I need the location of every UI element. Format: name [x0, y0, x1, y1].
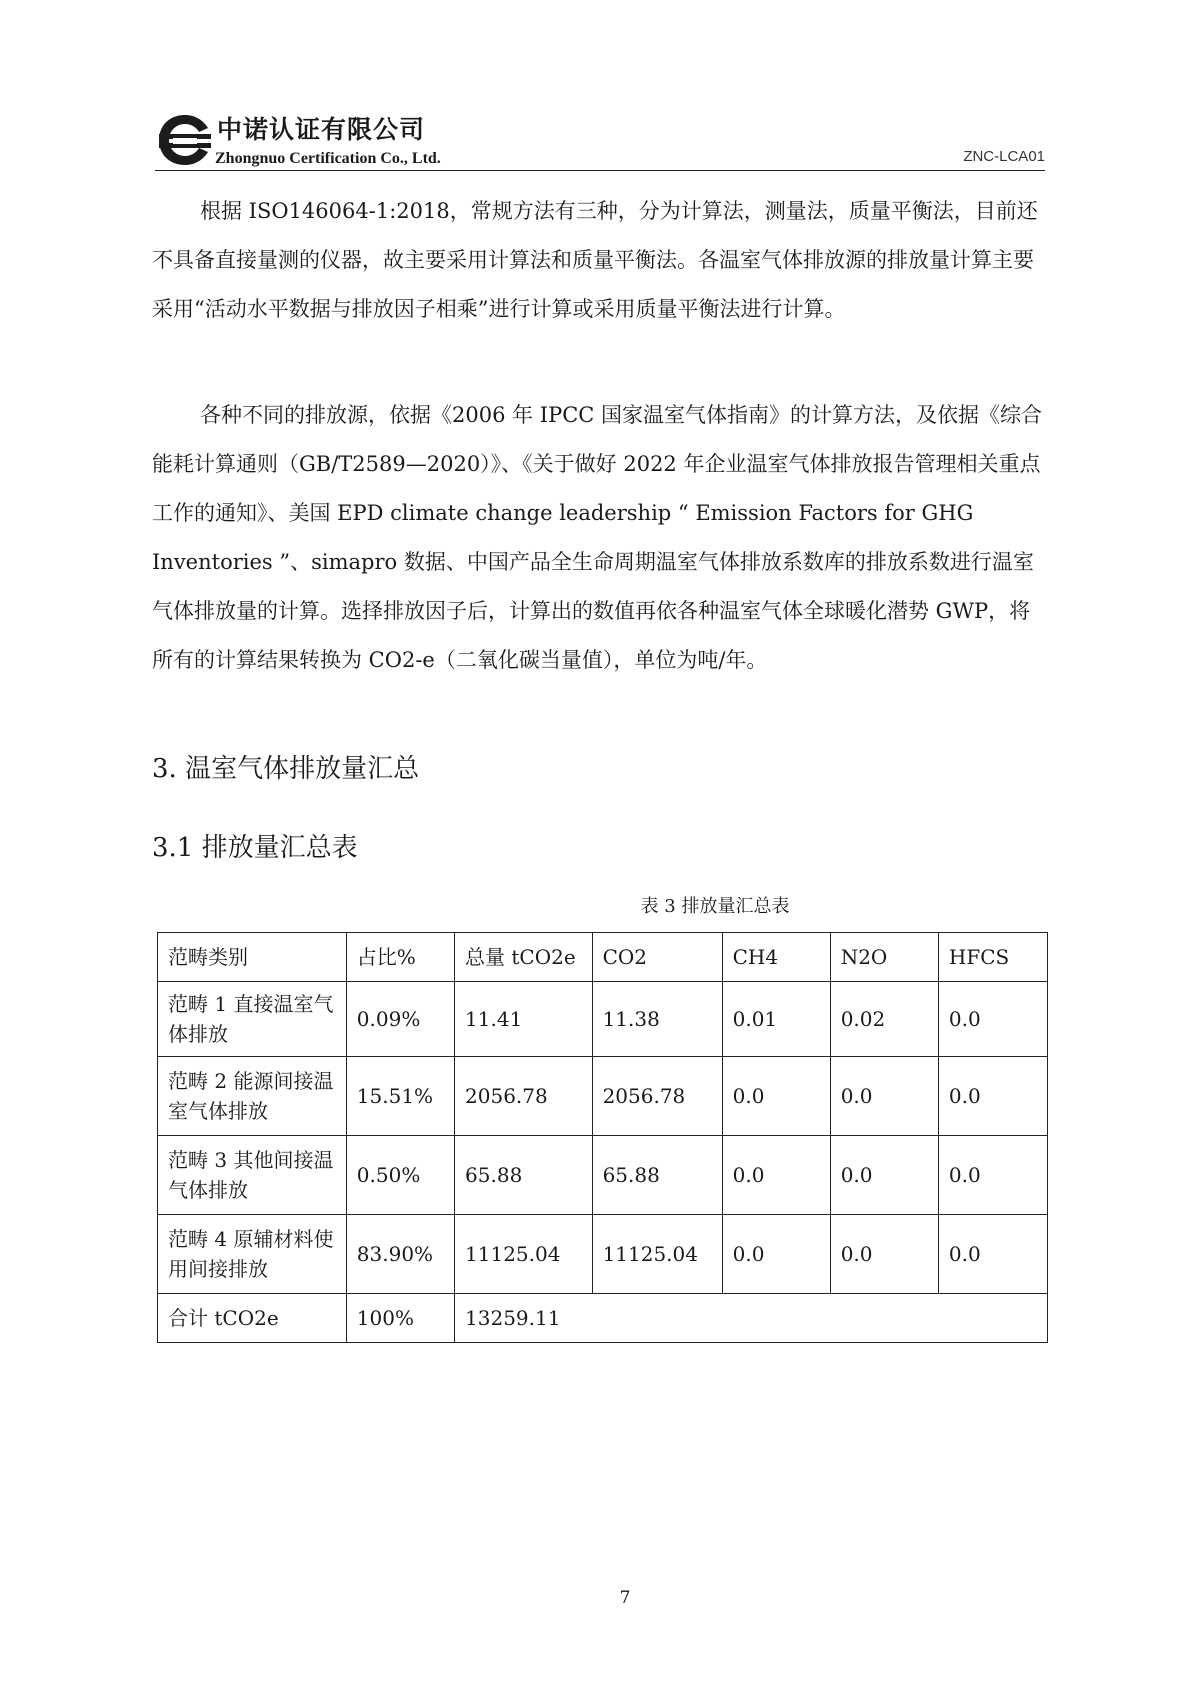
table-cell: 11.41 [455, 982, 593, 1057]
table-total-row [158, 1294, 1048, 1343]
table-row [158, 1057, 1048, 1136]
page-header [155, 108, 1045, 174]
column-header: 占比% [346, 933, 454, 982]
document-code: ZNC-LCA01 [963, 148, 1045, 165]
table-cell: 65.88 [592, 1136, 722, 1215]
column-header: 总量 tCO2e [455, 933, 593, 982]
table-cell: 0.0 [938, 1215, 1047, 1294]
table-cell: 范畴 4 原辅材料使用间接排放 [158, 1215, 347, 1294]
column-header: CO2 [592, 933, 722, 982]
table-cell: 0.01 [722, 982, 830, 1057]
subsection-heading-summary-table: 3.1 排放量汇总表 [152, 833, 358, 863]
table-cell: 11125.04 [592, 1215, 722, 1294]
table-cell: 0.0 [830, 1057, 938, 1136]
column-header: CH4 [722, 933, 830, 982]
table-cell: 11125.04 [455, 1215, 593, 1294]
company-name-chinese: 中诺认证有限公司 [217, 115, 426, 144]
table-cell: 0.09% [346, 982, 454, 1057]
paragraph-emission-factors: 各种不同的排放源，依据《2006 年 IPCC 国家温室气体指南》的计算方法，及依据《综合能耗计算通则（GB/T2589—2020）》、《关于做好 2022 年企业温室气体排放报告管理相关重点工作的通知》、美国 EPD climate change leadership “ Emission Factors for GHG Inventories ”、simapro 数据、中国产品全生命周期温室气体排放系数库的排放系数进行温室气体排放量的计算。选择排放因子后，计算出的数值再依各种温室气体全球暖化潜势 GWP，将所有的计算结果转换为 CO2-e（二氧化碳当量值），单位为吨/年。 [152, 403, 1043, 672]
column-header: N2O [830, 933, 938, 982]
table-cell: 0.0 [830, 1136, 938, 1215]
table-cell: 范畴 2 能源间接温室气体排放 [158, 1057, 347, 1136]
table-row [158, 982, 1048, 1057]
table-cell: 0.0 [830, 1215, 938, 1294]
table-cell: 0.0 [722, 1136, 830, 1215]
zhongnuo-logo-icon [155, 112, 215, 168]
section-heading-ghg-summary: 3. 温室气体排放量汇总 [152, 754, 420, 784]
table-cell: 15.51% [346, 1057, 454, 1136]
total-percent: 100% [346, 1294, 454, 1343]
table-cell: 0.50% [346, 1136, 454, 1215]
header-divider [155, 170, 1045, 171]
table-cell: 范畴 1 直接温室气体排放 [158, 982, 347, 1057]
total-value: 13259.11 [455, 1294, 1048, 1343]
column-header: HFCS [938, 933, 1047, 982]
company-name-english: Zhongnuo Certification Co., Ltd. [215, 150, 441, 167]
table-row [158, 1215, 1048, 1294]
table-cell: 2056.78 [455, 1057, 593, 1136]
table-cell: 0.02 [830, 982, 938, 1057]
emission-summary-table [157, 932, 1048, 1343]
page-number: 7 [619, 1588, 631, 1608]
table-cell: 0.0 [722, 1215, 830, 1294]
table-cell: 0.0 [938, 982, 1047, 1057]
column-header: 范畴类别 [158, 933, 347, 982]
table-row [158, 1136, 1048, 1215]
table-caption: 表 3 排放量汇总表 [640, 896, 790, 917]
table-cell: 0.0 [722, 1057, 830, 1136]
table-cell: 0.0 [938, 1136, 1047, 1215]
table-cell: 83.90% [346, 1215, 454, 1294]
table-cell: 11.38 [592, 982, 722, 1057]
table-header-row [158, 933, 1048, 982]
table-cell: 2056.78 [592, 1057, 722, 1136]
total-label: 合计 tCO2e [158, 1294, 347, 1343]
paragraph-calculation-methods: 根据 ISO146064-1:2018，常规方法有三种，分为计算法，测量法，质量平衡法，目前还不具备直接量测的仪器，故主要采用计算法和质量平衡法。各温室气体排放源的排放量计算主要采用“活动水平数据与排放因子相乘”进行计算或采用质量平衡法进行计算。 [152, 199, 1038, 321]
table-cell: 范畴 3 其他间接温气体排放 [158, 1136, 347, 1215]
table-cell: 65.88 [455, 1136, 593, 1215]
table-cell: 0.0 [938, 1057, 1047, 1136]
